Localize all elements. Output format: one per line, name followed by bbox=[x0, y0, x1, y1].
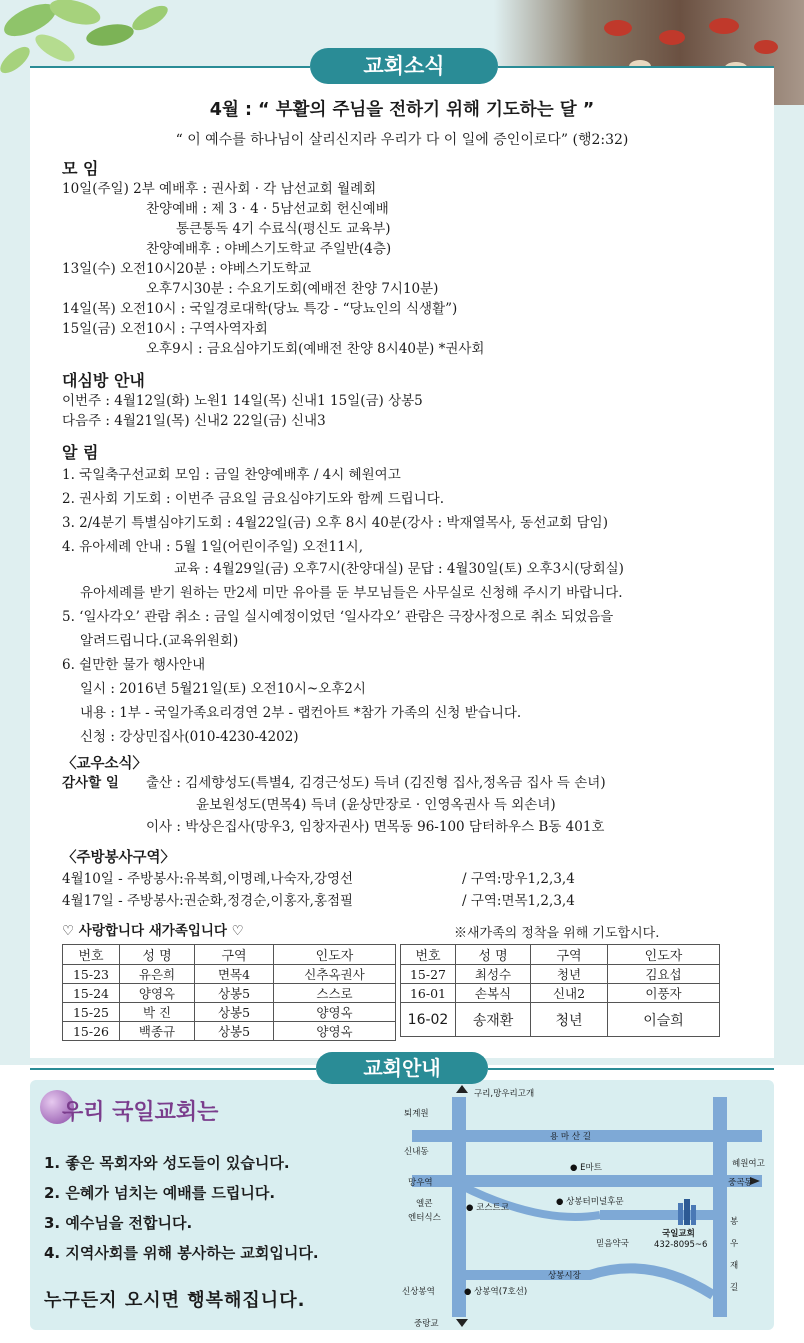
map-label: 퇴계원 bbox=[404, 1109, 429, 1119]
cell: 면목4 bbox=[195, 965, 274, 984]
map-label: 신상봉역 bbox=[402, 1287, 435, 1297]
church-intro-title: 우리 국일교회는 bbox=[62, 1100, 219, 1125]
notices-heading: 알 림 bbox=[62, 443, 99, 462]
map-label: 432-8095~6 bbox=[654, 1240, 708, 1250]
kitchen-heading: 〈주방봉사구역〉 bbox=[62, 850, 176, 866]
kitchen-line: 4월17일 - 주방봉사:권순화,정경순,이홍자,홍점필 bbox=[62, 893, 354, 909]
kitchen-line: 4월10일 - 주방봉사:유복희,이명례,나숙자,강영선 bbox=[62, 871, 354, 887]
cell: 상봉5 bbox=[195, 1022, 274, 1041]
members-news-line: 윤보원성도(면목4) 득녀 (윤상만장로 · 인영옥권사 득 외손녀) bbox=[196, 797, 556, 813]
meeting-line: 10일(주일) 2부 예배후 : 권사회 · 각 남선교회 월례회 bbox=[62, 181, 377, 197]
church-map bbox=[400, 1085, 780, 1330]
cell: 신추옥권사 bbox=[274, 965, 396, 984]
cell: 15-27 bbox=[401, 965, 456, 984]
meeting-line: 찬양예배후 : 야베스기도학교 주일반(4층) bbox=[146, 241, 392, 257]
cell: 이슬희 bbox=[608, 1003, 720, 1037]
cell: 백종규 bbox=[120, 1022, 195, 1041]
notice-line: 신청 : 강상민집사(010-4230-4202) bbox=[80, 729, 299, 745]
cell: 양영옥 bbox=[274, 1022, 396, 1041]
table-row bbox=[63, 1022, 396, 1041]
meeting-line: 오후7시30분 : 수요기도회(예배전 찬양 7시10분) bbox=[146, 281, 439, 297]
cell: 송재환 bbox=[456, 1003, 531, 1037]
intro-point: 4. 지역사회를 위해 봉사하는 교회입니다. bbox=[44, 1244, 319, 1262]
cell: 16-01 bbox=[401, 984, 456, 1003]
kitchen-area: / 구역:면목1,2,3,4 bbox=[462, 893, 575, 909]
cell: 15-24 bbox=[63, 984, 120, 1003]
intro-point: 2. 은혜가 넘치는 예배를 드립니다. bbox=[44, 1184, 276, 1202]
guide-title-badge: 교회안내 bbox=[316, 1052, 488, 1084]
cell: 양영옥 bbox=[120, 984, 195, 1003]
map-label: 재 bbox=[730, 1261, 739, 1271]
meeting-line: 통큰통독 4기 수료식(평신도 교육부) bbox=[176, 221, 391, 237]
diagonal-road bbox=[400, 1085, 780, 1330]
cell: 김요섭 bbox=[608, 965, 720, 984]
map-label: 우 bbox=[730, 1239, 739, 1249]
col-header: 성 명 bbox=[120, 945, 195, 965]
kitchen-area: / 구역:망우1,2,3,4 bbox=[462, 871, 575, 887]
closing-message: 누구든지 오시면 행복해집니다. bbox=[44, 1290, 306, 1311]
members-news-line: 이사 : 박상은집사(망우3, 임창자권사) 면목동 96-100 담터하우스 B동 401호 bbox=[146, 819, 605, 835]
col-header: 인도자 bbox=[274, 945, 396, 965]
table-row bbox=[401, 1003, 720, 1037]
meeting-line: 찬양예배 : 제 3 · 4 · 5남선교회 헌신예배 bbox=[146, 201, 389, 217]
meeting-line: 14일(목) 오전10시 : 국일경로대학(당뇨 특강 - “당뇨인의 식생활”) bbox=[62, 301, 458, 317]
map-label: 혜원여고 bbox=[732, 1159, 765, 1169]
map-label: 망우역 bbox=[408, 1178, 433, 1188]
notice-line: 1. 국일축구선교회 모임 : 금일 찬양예배후 / 4시 혜원여고 bbox=[62, 467, 401, 483]
header-line-right bbox=[498, 66, 774, 68]
notice-line: 4. 유아세례 안내 : 5월 1일(어린이주일) 오전11시, bbox=[62, 539, 364, 555]
cell: 15-23 bbox=[63, 965, 120, 984]
table-row bbox=[63, 965, 396, 984]
notice-line: 5. ‘일사각오’ 관람 취소 : 금일 실시예정이었던 ‘일사각오’ 관람은 극장사정으로 취소 되었음을 bbox=[62, 609, 614, 625]
members-news-heading: 〈교우소식〉 bbox=[62, 756, 148, 772]
guide-line-left bbox=[30, 1068, 316, 1070]
cell: 박 진 bbox=[120, 1003, 195, 1022]
visitation-heading: 대심방 안내 bbox=[62, 371, 145, 390]
map-label: ● 코스트코 bbox=[466, 1203, 509, 1213]
notice-line: 6. 쉴만한 물가 행사안내 bbox=[62, 657, 206, 673]
notice-line: 내용 : 1부 - 국일가족요리경연 2부 - 랩컨아트 *참가 가족의 신청 받습니다. bbox=[80, 705, 522, 721]
newcomers-table-left bbox=[62, 944, 396, 1041]
news-title-badge: 교회소식 bbox=[310, 48, 498, 84]
cell: 15-26 bbox=[63, 1022, 120, 1041]
cell: 상봉5 bbox=[195, 1003, 274, 1022]
cell: 양영옥 bbox=[274, 1003, 396, 1022]
map-label: 중곡동 bbox=[728, 1178, 753, 1188]
notice-line: 교육 : 4월29일(금) 오후7시(찬양대실) 문답 : 4월30일(토) 오후3시(당회실) bbox=[174, 561, 624, 577]
col-header: 성 명 bbox=[456, 945, 531, 965]
header-line-left bbox=[30, 66, 310, 68]
intro-point: 3. 예수님을 전합니다. bbox=[44, 1214, 193, 1232]
notice-line: 일시 : 2016년 5월21일(토) 오전10시~오후2시 bbox=[80, 681, 366, 697]
notice-line: 유아세례를 받기 원하는 만2세 미만 유아를 둔 부모님들은 사무실로 신청해 주시기 바랍니다. bbox=[80, 585, 623, 601]
map-label: ● E마트 bbox=[570, 1163, 602, 1173]
notice-line: 2. 권사회 기도회 : 이번주 금요일 금요심야기도와 함께 드립니다. bbox=[62, 491, 445, 507]
col-header: 번호 bbox=[401, 945, 456, 965]
map-label: 신내동 bbox=[404, 1147, 429, 1157]
members-news-label: 감사할 일 bbox=[62, 775, 119, 791]
map-label: 국일교회 bbox=[662, 1229, 695, 1239]
meeting-line: 13일(수) 오전10시20분 : 야베스기도학교 bbox=[62, 261, 312, 277]
map-label: 구리,망우리고개 bbox=[474, 1089, 535, 1099]
table-row bbox=[401, 965, 720, 984]
cell: 상봉5 bbox=[195, 984, 274, 1003]
notice-line: 3. 2/4분기 특별심야기도회 : 4월22일(금) 오후 8시 40분(강사 : 박재열목사, 동선교회 담임) bbox=[62, 515, 608, 531]
church-building-icon bbox=[672, 1197, 702, 1227]
verse: “ 이 예수를 하나님이 살리신지라 우리가 다 이 일에 증인이로다” (행2:32) bbox=[175, 132, 629, 148]
table-row bbox=[63, 1003, 396, 1022]
visitation-line: 이번주 : 4월12일(화) 노원1 14일(목) 신내1 15일(금) 상봉5 bbox=[62, 393, 423, 409]
cell: 청년 bbox=[531, 1003, 608, 1037]
col-header: 구역 bbox=[531, 945, 608, 965]
cell: 청년 bbox=[531, 965, 608, 984]
meeting-line: 15일(금) 오전10시 : 구역사역자회 bbox=[62, 321, 268, 337]
meetings-heading: 모 임 bbox=[62, 159, 99, 178]
intro-point: 1. 좋은 목회자와 성도들이 있습니다. bbox=[44, 1154, 290, 1172]
newcomers-note: ※새가족의 정착을 위해 기도합시다. bbox=[454, 926, 660, 941]
map-label: ● 상봉역(7호선) bbox=[464, 1287, 528, 1297]
table-row bbox=[401, 984, 720, 1003]
members-news-line: 출산 : 김세향성도(특별4, 김경근성도) 득녀 (김진형 집사,정옥금 집사 득 손녀) bbox=[146, 775, 606, 791]
map-label: ● 상봉터미널후문 bbox=[556, 1197, 624, 1207]
meeting-line: 오후9시 : 금요심야기도회(예배전 찬양 8시40분) *권사회 bbox=[146, 341, 485, 357]
map-label: 중랑교 bbox=[414, 1319, 439, 1329]
cell: 이풍자 bbox=[608, 984, 720, 1003]
cell: 신내2 bbox=[531, 984, 608, 1003]
newcomers-table-right bbox=[400, 944, 720, 1037]
newcomers-heading: ♡ 사랑합니다 새가족입니다 ♡ bbox=[62, 923, 244, 939]
map-label: 엔터식스 bbox=[408, 1213, 441, 1223]
cell: 16-02 bbox=[401, 1003, 456, 1037]
col-header: 구역 bbox=[195, 945, 274, 965]
cell: 15-25 bbox=[63, 1003, 120, 1022]
map-label: 상봉시장 bbox=[548, 1271, 581, 1281]
map-label: 봉 bbox=[730, 1217, 739, 1227]
month-title: 4월 : “ 부활의 주님을 전하기 위해 기도하는 달 ” bbox=[209, 100, 595, 120]
guide-line-right bbox=[488, 1068, 774, 1070]
map-label: 길 bbox=[730, 1283, 739, 1293]
cell: 최성수 bbox=[456, 965, 531, 984]
cell: 유은희 bbox=[120, 965, 195, 984]
notice-line: 알려드립니다.(교육위원회) bbox=[80, 633, 239, 649]
col-header: 번호 bbox=[63, 945, 120, 965]
map-label: 엘콘 bbox=[416, 1199, 433, 1209]
col-header: 인도자 bbox=[608, 945, 720, 965]
map-label: 믿음약국 bbox=[596, 1239, 629, 1249]
table-row bbox=[63, 984, 396, 1003]
visitation-line: 다음주 : 4월21일(목) 신내2 22일(금) 신내3 bbox=[62, 413, 326, 429]
cell: 스스로 bbox=[274, 984, 396, 1003]
cell: 손복식 bbox=[456, 984, 531, 1003]
map-label: 용 마 산 길 bbox=[550, 1132, 591, 1142]
